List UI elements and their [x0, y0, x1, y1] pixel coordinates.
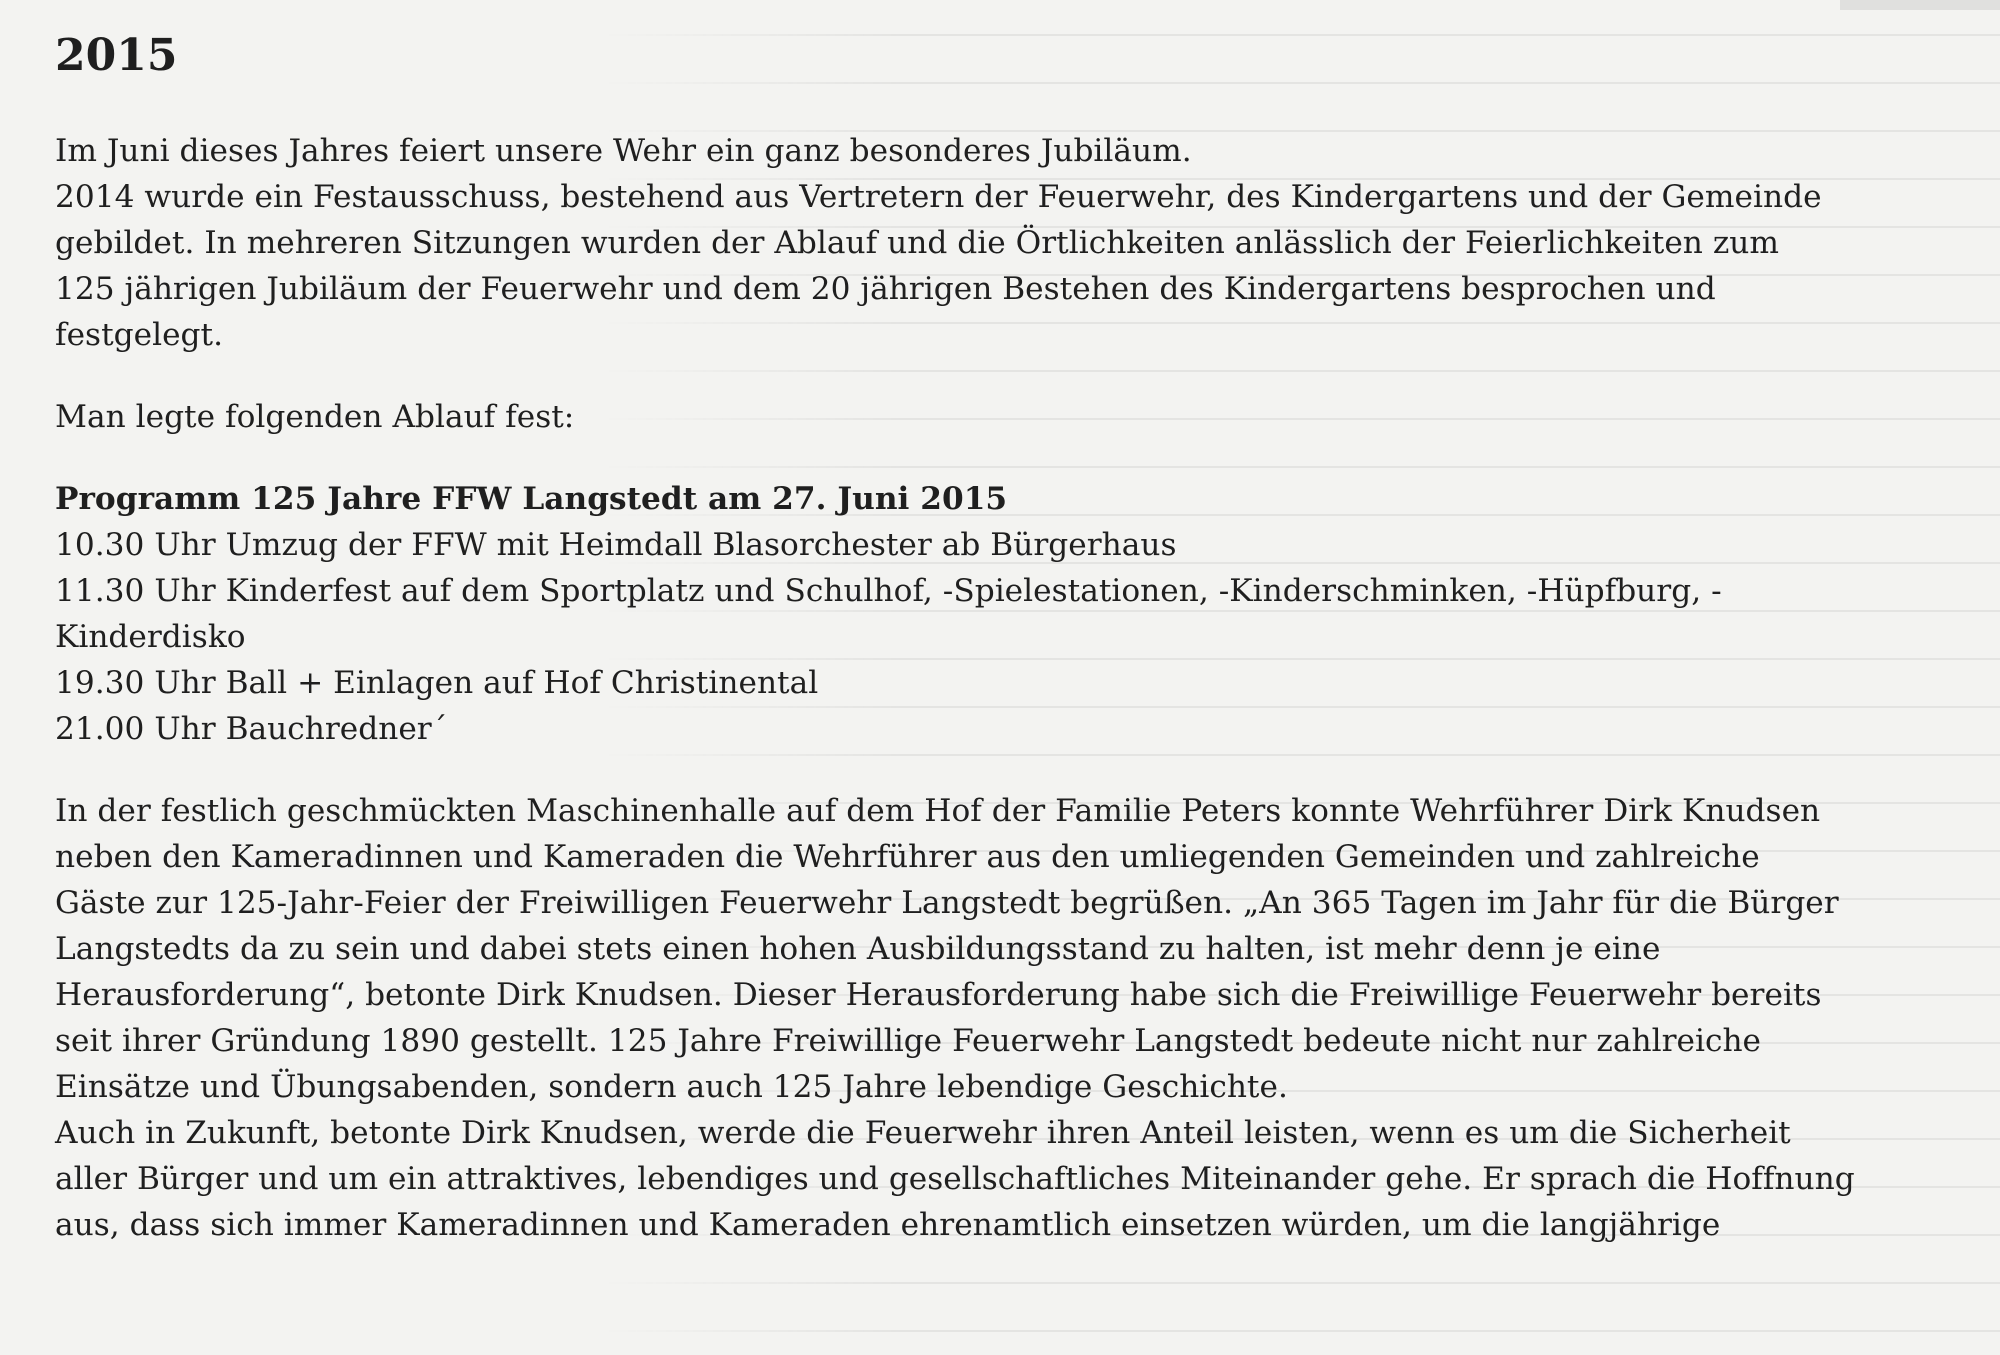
document-page — [55, 28, 1985, 1248]
scan-edge-artifact — [1840, 0, 2000, 10]
program-item: 19.30 Uhr Ball + Einlagen auf Hof Christinental — [55, 665, 819, 701]
program-item: 21.00 Uhr Bauchredner´ — [55, 711, 448, 747]
report-line: Auch in Zukunft, betonte Dirk Knudsen, werde die Feuerwehr ihren Anteil leisten, wenn es um die Sicherheit — [55, 1115, 1791, 1151]
intro-line: gebildet. In mehreren Sitzungen wurden der Ablauf und die Örtlichkeiten anlässlich der Feierlichkeiten zum — [55, 225, 1779, 261]
year-heading: 2015 — [55, 30, 178, 81]
report-line: seit ihrer Gründung 1890 gestellt. 125 Jahre Freiwillige Feuerwehr Langstedt bedeute nicht nur zahlreiche — [55, 1023, 1762, 1059]
report-line: Gäste zur 125-Jahr-Feier der Freiwilligen Feuerwehr Langstedt begrüßen. „An 365 Tagen im Jahr für die Bürger — [55, 885, 1839, 921]
report-line: Einsätze und Übungsabenden, sondern auch 125 Jahre lebendige Geschichte. — [55, 1069, 1288, 1105]
intro-line: 125 jährigen Jubiläum der Feuerwehr und dem 20 jährigen Bestehen des Kindergartens besprochen und — [55, 271, 1716, 307]
spacer — [55, 440, 1985, 476]
spacer — [55, 752, 1985, 788]
intro-paragraph — [55, 128, 1985, 358]
report-paragraph — [55, 788, 1985, 1248]
program-title: Programm 125 Jahre FFW Langstedt am 27. Juni 2015 — [55, 481, 1008, 517]
intro-line: 2014 wurde ein Festausschuss, bestehend aus Vertretern der Feuerwehr, des Kindergartens und der Gemeinde — [55, 179, 1822, 215]
report-line: neben den Kameradinnen und Kameraden die Wehrführer aus den umliegenden Gemeinden und zahlreiche — [55, 839, 1760, 875]
program-section — [55, 476, 1985, 752]
report-line: Langstedts da zu sein und dabei stets einen hohen Ausbildungsstand zu halten, ist mehr denn je eine — [55, 931, 1661, 967]
program-item: Kinderdisko — [55, 619, 246, 655]
report-line: Herausforderung“, betonte Dirk Knudsen. Dieser Herausforderung habe sich die Freiwillige Feuerwehr bereits — [55, 977, 1822, 1013]
program-item: 11.30 Uhr Kinderfest auf dem Sportplatz und Schulhof, -Spielestationen, -Kinderschminken, -Hüpfburg, - — [55, 573, 1722, 609]
program-list — [55, 522, 1985, 752]
spacer — [55, 358, 1985, 394]
program-item: 10.30 Uhr Umzug der FFW mit Heimdall Blasorchester ab Bürgerhaus — [55, 527, 1177, 563]
report-line: aus, dass sich immer Kameradinnen und Kameraden ehrenamtlich einsetzen würden, um die langjährige — [55, 1207, 1721, 1243]
report-line: In der festlich geschmückten Maschinenhalle auf dem Hof der Familie Peters konnte Wehrführer Dirk Knudsen — [55, 793, 1821, 829]
report-line: aller Bürger und um ein attraktives, lebendiges und gesellschaftliches Miteinander gehe. Er sprach die Hoffnung — [55, 1161, 1855, 1197]
intro-line: Im Juni dieses Jahres feiert unsere Wehr ein ganz besonderes Jubiläum. — [55, 133, 1192, 169]
ablauf-line: Man legte folgenden Ablauf fest: — [55, 399, 575, 435]
intro-line: festgelegt. — [55, 317, 224, 353]
